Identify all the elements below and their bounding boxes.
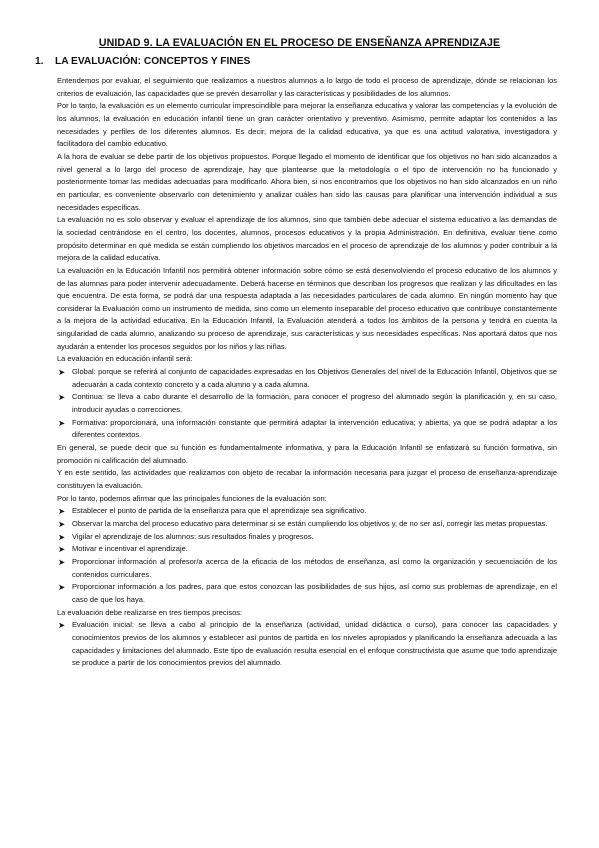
list-item-text: Establecer el punto de partida de la enseñanza para que el aprendizaje sea significativo. bbox=[72, 506, 367, 516]
list-item-text: Global: porque se referirá al conjunto de capacidades expresadas en los Objetivos Generales del nivel de la Educación Infantil, Objetivos que se adecuarán a cada contexto concreto y a cada alumno y a cada alumna. bbox=[72, 367, 557, 389]
list-item-text: Formativa: proporcionará, una información constante que permitirá adaptar la intervención educativa; y abierta, ya que se podrá adaptar a los diferentes contextos. bbox=[72, 417, 557, 440]
arrow-bullet-icon: ➤ bbox=[58, 620, 66, 631]
functions-list bbox=[57, 505, 557, 606]
list-item-text: Observar la marcha del proceso educativo para determinar si se están cumpliendo los objetivos y, de no ser así, corregir las metas propuestas. bbox=[72, 518, 548, 528]
section-heading bbox=[35, 56, 250, 67]
list-item-text: Proporcionar información al profesor/a acerca de la eficacia de los métodos de enseñanza, así como la organización y secuenciación de los contenidos curriculares. bbox=[72, 556, 557, 579]
list-item-text: Motivar e incentivar el aprendizaje. bbox=[72, 544, 188, 554]
paragraph: En general, se puede decir que su función es fundamentalmente informativa, y para la Educación Infantil se enfatizará su función formativa, sin promoción ni calificación del alumnado. bbox=[57, 443, 557, 465]
paragraph: Por lo tanto, podemos afirmar que las principales funciones de la evaluación son: bbox=[57, 493, 327, 503]
arrow-bullet-icon: ➤ bbox=[58, 544, 66, 555]
list-item bbox=[57, 505, 557, 518]
paragraph: La evaluación en la Educación Infantil nos permitirá obtener información sobre cómo se está desenvolviendo el proceso educativo de los alumnos y de las alumnas para poder intervenir adecuadamente. Deberá hacerse en términos que describan los progresos que realizan y las dificultades en las que encuentra. De esta forma, se podrá dar una respuesta adaptada a las necesidades particulares de cada alumno. En ningún momento hay que considerar la Evaluación como un instrumento de medida, sino como un elemento inseparable del proceso educativo que contribuye constantemente a la mejora de la actividad educativa. En la Educación Infantil, la Evaluación atenderá a todos los ámbitos de la persona y tendrá en cuenta la singularidad de cada alumno, analizando su proceso de aprendizaje, sus características y sus necesidades específicas. Nos aportará datos que nos ayudarán a entender los procesos seguidos por los niños y las niñas. bbox=[57, 265, 557, 351]
arrow-bullet-icon: ➤ bbox=[58, 582, 66, 593]
arrow-bullet-icon: ➤ bbox=[58, 417, 66, 428]
list-item bbox=[57, 619, 557, 670]
list-item-text: Continua: se lleva a cabo durante el desarrollo de la formación, para conocer el progreso del alumnado según la planificación y, en su caso, introducir ayudas o correcciones. bbox=[72, 392, 557, 415]
paragraph: Y en este sentido, las actividades que realizamos con objeto de recabar la información necesaria para juzgar el proceso de enseñanza-aprendizaje constituyen la evaluación. bbox=[57, 468, 557, 490]
arrow-bullet-icon: ➤ bbox=[58, 556, 66, 567]
unit-title: UNIDAD 9. LA EVALUACIÓN EN EL PROCESO DE ENSEÑANZA APRENDIZAJE bbox=[98, 37, 501, 49]
list-item bbox=[57, 531, 557, 544]
list-item-text: Proporcionar información a los padres, para que estos conozcan las posibilidades de sus hijos, así como sus problemas de aprendizaje, en el caso de que los haya. bbox=[72, 582, 557, 604]
arrow-bullet-icon: ➤ bbox=[58, 506, 66, 517]
list-item-text: Vigilar el aprendizaje de los alumnos: sus resultados finales y progresos. bbox=[72, 531, 314, 541]
arrow-bullet-icon: ➤ bbox=[58, 367, 66, 378]
paragraph: La evaluación en educación infantil será: bbox=[57, 354, 193, 364]
list-item-text: Evaluación inicial: se lleva a cabo al principio de la enseñanza (actividad, unidad didáctica o curso), para conocer las capacidades y conocimientos previos de los alumnos y establecer así puntos de partida en los niveles apropiados y planificando la enseñanza adecuada a las capacidades y limitaciones del alumnado. Este tipo de evaluación resulta esencial en el enfoque constructivista que asume que todo aprendizaje se produce a partir de los conocimientos previos del alumnado. bbox=[72, 620, 557, 668]
list-item bbox=[57, 366, 557, 391]
paragraph: A la hora de evaluar se debe partir de los objetivos propuestos. Porque llegado el momento de identificar que los objetivos no han sido alcanzados a nivel general a lo largo del proceso de aprendizaje, hay que plantearse que la metodología o el tipo de intervención no ha funcionado y posteriormente tomar las medidas adecuadas para modificarlo. Ahora bien, si nos encontramos que los objetivos no han sido alcanzados en un niño en particular, es conveniente observarlo con detenimiento y analizar cuáles han sido las causas para planificar una intervención individual a sus necesidades específicas. bbox=[57, 151, 557, 212]
characteristics-list bbox=[57, 366, 557, 442]
document-body bbox=[57, 75, 557, 670]
paragraph: La evaluación debe realizarse en tres tiempos precisos: bbox=[57, 607, 243, 617]
list-item bbox=[57, 391, 557, 416]
list-item bbox=[57, 581, 557, 606]
arrow-bullet-icon: ➤ bbox=[58, 518, 66, 529]
section-title: LA EVALUACIÓN: CONCEPTOS Y FINES bbox=[55, 56, 251, 67]
arrow-bullet-icon: ➤ bbox=[58, 531, 66, 542]
list-item bbox=[57, 543, 557, 556]
list-item bbox=[57, 417, 557, 442]
list-item bbox=[57, 556, 557, 581]
arrow-bullet-icon: ➤ bbox=[58, 392, 66, 403]
paragraph: Entendemos por evaluar, el seguimiento que realizamos a nuestros alumnos a lo largo de todo el proceso de aprendizaje, dónde se relacionan los criterios de evaluación, las capacidades que se prevén desarrollar y las características y posibilidades de los alumnos. bbox=[57, 76, 557, 98]
paragraph: La evaluación no es solo observar y evaluar el aprendizaje de los alumnos, sino que también debe adecuar el sistema educativo a las demandas de la sociedad centrándose en el centro, los docentes, alumnos, procesos educativos y la propia Administración. En definitiva, evaluar tiene como propósito determinar en qué medida se están cumpliendo los objetivos marcados en el proceso de aprendizaje de los alumnos y poder contribuir a la mejora de la calidad educativa. bbox=[57, 215, 557, 263]
section-number: 1. bbox=[35, 56, 44, 67]
paragraph: Por lo tanto, la evaluación es un elemento curricular imprescindible para mejorar la enseñanza educativa y valorar las competencias y la evolución de los alumnos, la evaluación en educación infantil tiene un gran carácter orientativo y preventivo. Asimismo, permite adaptar los contenidos a las necesidades y perfiles de los diferentes alumnos. Es decir, mejora de la calidad educativa, ya que es una actitud valorativa, investigadora y facilitadora del cambio educativo. bbox=[57, 101, 557, 149]
list-item bbox=[57, 518, 557, 531]
moments-list bbox=[57, 619, 557, 670]
